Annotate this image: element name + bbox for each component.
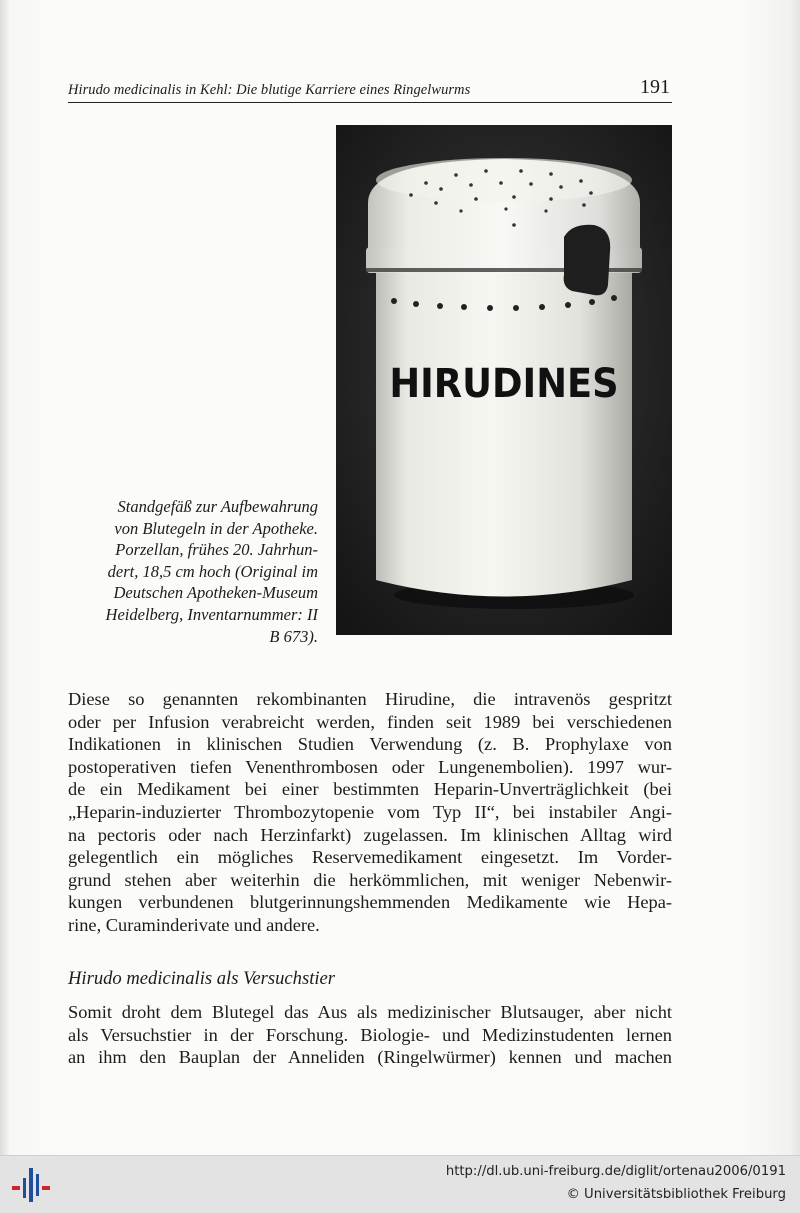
text-line: gelegentlich ein mögliches Reservemedikament eingesetzt. Im Vorder-	[68, 847, 672, 868]
porcelain-jar-illustration	[336, 125, 672, 635]
caption-line: dert, 18,5 cm hoch (Original im	[107, 561, 318, 581]
figure-caption	[70, 496, 318, 647]
caption-line: Deutschen Apotheken-Museum	[113, 583, 318, 603]
text-line: grund stehen aber weiterhin die herkömmlichen, mit weniger Nebenwir-	[68, 869, 672, 890]
text-line: kungen verbundenen blutgerinnungshemmenden Medikamente wie Hepa-	[68, 892, 672, 913]
text-line: postoperativen tiefen Venenthrombosen oder Lungenembolien). 1997 wur-	[68, 756, 672, 777]
jar-label-text: HIRUDINES	[389, 360, 619, 408]
copyright-notice: © Universitätsbibliothek Freiburg	[566, 1187, 786, 1202]
digitization-footer	[0, 1155, 800, 1213]
text-line: rine, Curaminderivate und andere.	[68, 914, 320, 935]
text-line: „Heparin-induzierter Thrombozytopenie vom Typ II“, bei instabiler Angi-	[68, 801, 672, 822]
text-line: als Versuchstier in der Forschung. Biologie- und Medizinstudenten lernen	[68, 1024, 672, 1045]
caption-line: B 673).	[269, 626, 318, 646]
photo-leech-jar	[336, 125, 672, 635]
caption-line: Standgefäß zur Aufbewahrung	[117, 497, 318, 516]
body-paragraph-hirudine	[68, 688, 672, 937]
source-url-link[interactable]: http://dl.ub.uni-freiburg.de/diglit/ortenau2006/0191	[445, 1164, 786, 1179]
text-line: de ein Medikament bei einer bestimmten Heparin-Unverträglichkeit (bei	[68, 779, 672, 800]
page-number: 191	[640, 76, 670, 98]
text-line: Indikationen in klinischen Studien Verwendung (z. B. Prophylaxe von	[68, 734, 672, 755]
running-title: Hirudo medicinalis in Kehl: Die blutige Karriere eines Ringelwurms	[68, 82, 471, 98]
caption-line: Heidelberg, Inventarnummer: II	[105, 604, 318, 624]
text-line: Somit droht dem Blutegel das Aus als medizinischer Blutsauger, aber nicht	[68, 1002, 672, 1022]
caption-line: Porzellan, frühes 20. Jahrhun-	[115, 540, 318, 560]
text-line: oder per Infusion verabreicht werden, finden seit 1989 bei verschiedenen	[68, 711, 672, 732]
text-line: Diese so genannten rekombinanten Hirudine, die intravenös gespritzt	[68, 689, 672, 709]
text-line: na pectoris oder nach Herzinfarkt) zugelassen. Im klinischen Alltag wird	[68, 824, 672, 845]
section-heading: Hirudo medicinalis als Versuchstier	[68, 968, 336, 989]
ub-freiburg-logo-icon	[10, 1164, 52, 1206]
page-header	[68, 76, 672, 103]
caption-line: von Blutegeln in der Apotheke.	[114, 518, 318, 538]
body-paragraph-versuchstier	[68, 1001, 672, 1069]
text-line: an ihm den Bauplan der Anneliden (Ringelwürmer) kennen und machen	[68, 1047, 672, 1068]
